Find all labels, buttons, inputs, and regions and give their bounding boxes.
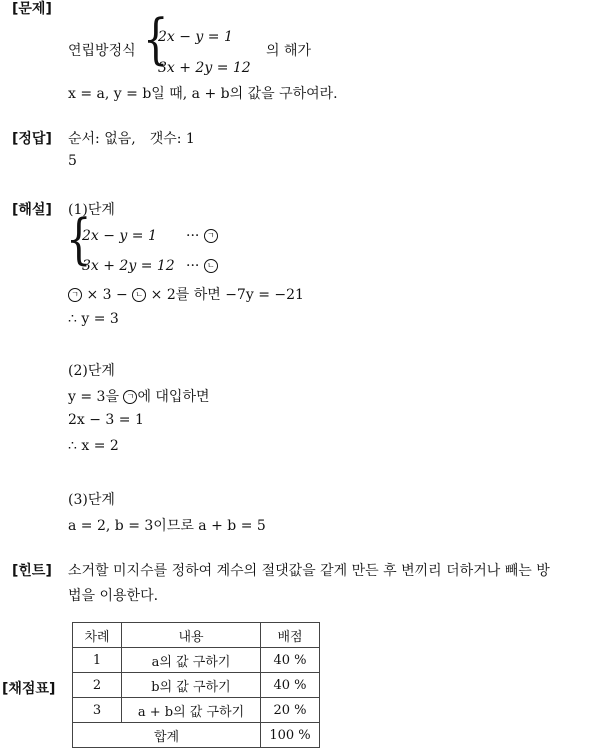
s2-line1: y = 3을 ㄱ 에 대입하면 <box>68 389 210 405</box>
problem-line2: x = a, y = b일 때, a + b의 값을 구하여라. <box>68 86 338 102</box>
s1-eq1: 2x − y = 1 <box>82 228 157 244</box>
table-header-row <box>73 623 320 648</box>
circle-giyeok-icon: ㄱ <box>204 229 218 243</box>
circle-nieun-icon: ㄴ <box>204 259 218 273</box>
header-content: 내용 <box>122 623 261 648</box>
s1-line3: ㄱ × 3 − ㄴ × 2를 하면 −7y = −21 <box>68 284 304 304</box>
hint-line1: 소거할 미지수를 정하여 계수의 절댓값을 같게 만든 후 변끼리 더하거나 빼는 방 <box>68 563 550 579</box>
table-row <box>73 648 320 673</box>
cell-points: 40 % <box>261 673 320 698</box>
problem-prefix: 연립방정식 <box>68 43 136 59</box>
answer-meta: 순서: 없음, 갯수: 1 <box>68 131 195 147</box>
s3-line1: a = 2, b = 3이므로 a + b = 5 <box>68 518 266 534</box>
hint-line2: 법을 이용한다. <box>68 588 159 604</box>
score-table <box>72 622 320 748</box>
header-points: 배점 <box>261 623 320 648</box>
s1-eq2: 3x + 2y = 12 <box>82 258 175 274</box>
answer-value: 5 <box>68 153 77 169</box>
circle-giyeok-icon: ㄱ <box>68 288 82 302</box>
step1-title: (1)단계 <box>68 202 115 218</box>
s1-result: ∴ y = 3 <box>68 311 119 327</box>
table-row <box>73 698 320 723</box>
cell-content: a의 값 구하기 <box>122 648 261 673</box>
problem-eq2: 3x + 2y = 12 <box>158 60 251 76</box>
step2-title: (2)단계 <box>68 363 115 379</box>
cell-order: 1 <box>73 648 122 673</box>
cell-order: 2 <box>73 673 122 698</box>
header-order: 차례 <box>73 623 122 648</box>
circle-nieun-icon: ㄴ <box>132 288 146 302</box>
s2-result: ∴ x = 2 <box>68 438 119 454</box>
cell-order: 3 <box>73 698 122 723</box>
score-label: [채점표] <box>2 681 56 697</box>
s1-eq1-mark: ··· ㄱ <box>186 228 218 244</box>
cell-points: 20 % <box>261 698 320 723</box>
total-value: 100 % <box>261 723 320 748</box>
total-label: 합계 <box>73 723 261 748</box>
s1-eq2-mark: ··· ㄴ <box>186 258 218 274</box>
solution-label: [해설] <box>12 202 52 218</box>
circle-giyeok-icon: ㄱ <box>123 390 137 404</box>
cell-content: a + b의 값 구하기 <box>122 698 261 723</box>
cell-content: b의 값 구하기 <box>122 673 261 698</box>
solution-brace: { <box>66 208 92 272</box>
problem-brace: { <box>143 8 169 72</box>
cell-points: 40 % <box>261 648 320 673</box>
problem-suffix: 의 해가 <box>266 43 312 59</box>
s2-line2: 2x − 3 = 1 <box>68 412 144 428</box>
step3-title: (3)단계 <box>68 492 115 508</box>
table-row <box>73 673 320 698</box>
problem-eq1: 2x − y = 1 <box>158 29 233 45</box>
problem-label: [문제] <box>12 1 52 17</box>
answer-label: [정답] <box>12 131 52 147</box>
table-total-row <box>73 723 320 748</box>
hint-label: [힌트] <box>12 563 52 579</box>
